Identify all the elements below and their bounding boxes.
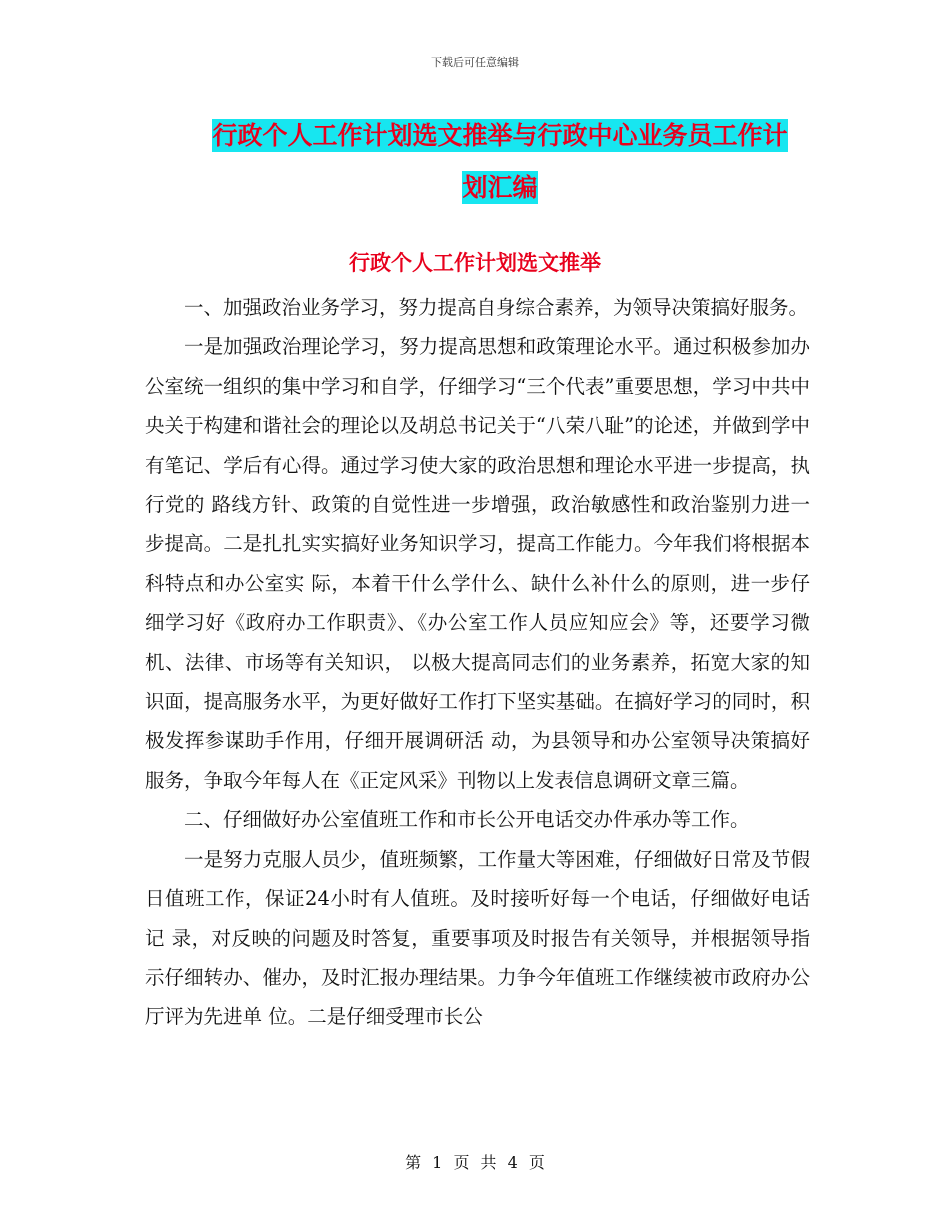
- page-number-footer: 第 1 页 共 4 页: [405, 1153, 545, 1172]
- paragraph: 一是加强政治理论学习，努力提高思想和政策理论水平。通过积极参加办公室统一组织的集中学习和自学，仔细学习“三个代表”重要思想，学习中共中 央关于构建和谐社会的理论以及胡总书记关于“八荣八耻”的论述，并做到学中有笔记、学后有心得。通过学习使大家的政治思想和理论水平进一步提高，执行党的 路线方针、政策的自觉性进一步增强，政治敏感性和政治鉴别力进一步提高。二是扎扎实实搞好业务知识学习，提高工作能力。今年我们将根据本科特点和办公室实 际，本着干什么学什么、缺什么补什么的原则，进一步仔细学习好《政府办工作职责》、《办公室工作人员应知应会》等，还要学习微机、法律、市场等有关知识， 以极大提高同志们的业务素养，拓宽大家的知识面，提高服务水平，为更好做好工作打下坚实基础。在搞好学习的同时，积极发挥参谋助手作用，仔细开展调研活 动，为县领导和办公室领导决策搞好服务，争取今年每人在《正定风采》刊物以上发表信息调研文章三篇。: [145, 335, 810, 792]
- paragraph: 一、加强政治业务学习，努力提高自身综合素养，为领导决策搞好服务。: [184, 296, 809, 319]
- body-text: [145, 288, 810, 1037]
- paragraph: 二、仔细做好办公室值班工作和市长公开电话交办件承办等工作。: [184, 808, 750, 832]
- paragraph: 一是努力克服人员少，值班频繁，工作量大等困难，仔细做好日常及节假日值班工作，保证24小时有人值班。及时接听好每一个电话，仔细做好电话记 录，对反映的问题及时答复，重要事项及时报告有关领导，并根据领导指示仔细转办、催办，及时汇报办理结果。力争今年值班工作继续被市政府办公厅评为先进单 位。二是仔细受理市长公: [145, 847, 810, 1029]
- document-title-line-1: 行政个人工作计划选文推举与行政中心业务员工作计: [212, 121, 788, 150]
- section-title: 行政个人工作计划选文推举: [349, 250, 601, 275]
- document-title-line-2: 划汇编: [462, 173, 538, 202]
- document-title: [180, 110, 820, 214]
- header-note: 下载后可任意编辑: [431, 56, 519, 69]
